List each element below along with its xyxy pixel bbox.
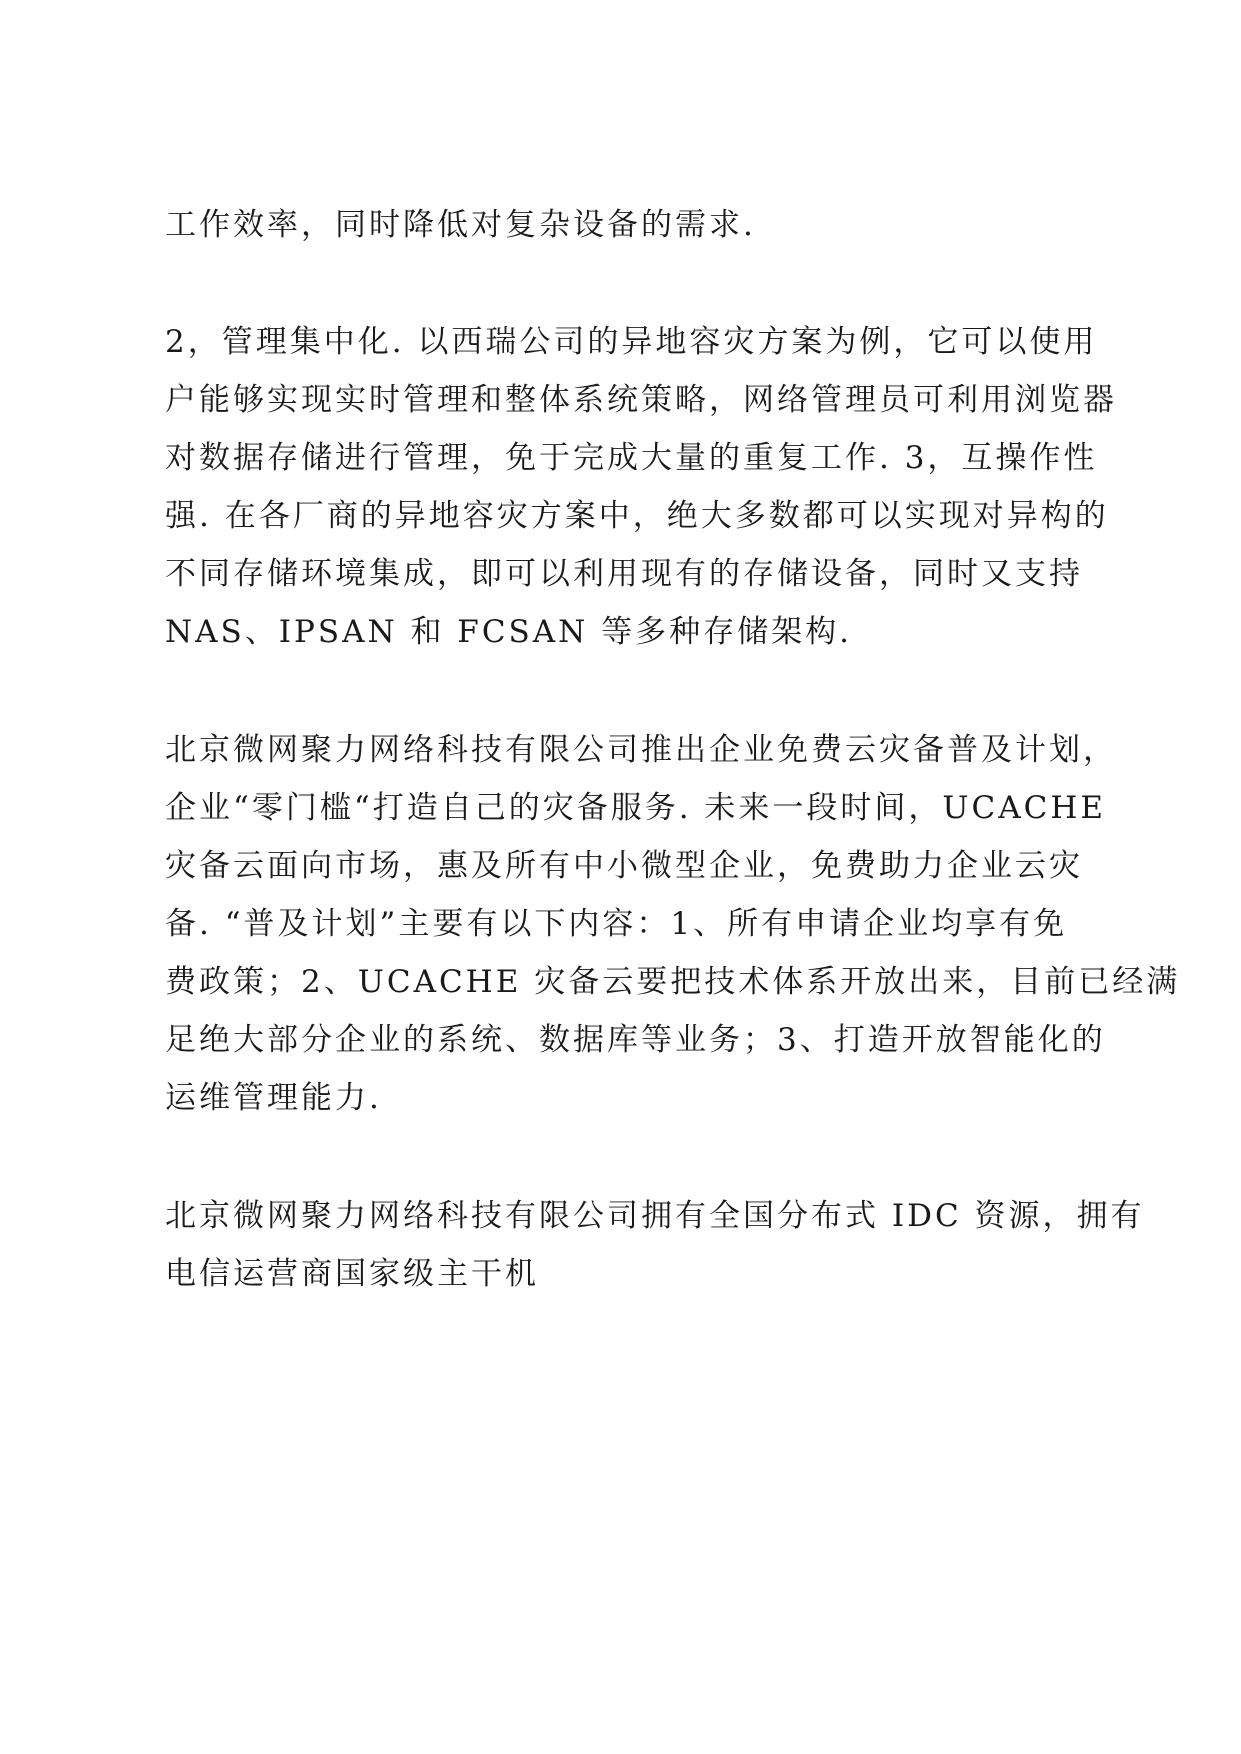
paragraph-2-line-3: 对数据存储进行管理，免于完成大量的重复工作. 3，互操作性: [165, 440, 1098, 476]
paragraph-3-line-6: 足绝大部分企业的系统、数据库等业务；3、打造开放智能化的: [165, 1022, 1106, 1058]
paragraph-3-line-7: 运维管理能力.: [165, 1080, 382, 1116]
paragraph-2-line-6: NAS、IPSAN 和 FCSAN 等多种存储架构.: [165, 614, 852, 650]
paragraph-2-line-4: 强. 在各厂商的异地容灾方案中，绝大多数都可以实现对异构的: [165, 498, 1109, 534]
paragraph-3-line-2: 企业“零门槛“打造自己的灾备服务. 未来一段时间，UCACHE: [165, 790, 1107, 826]
paragraph-3-line-3: 灾备云面向市场，惠及所有中小微型企业，免费助力企业云灾: [165, 848, 1083, 884]
paragraph-2-line-5: 不同存储环境集成，即可以利用现有的存储设备，同时又支持: [165, 556, 1083, 592]
paragraph-3-line-5: 费政策；2、UCACHE 灾备云要把技术体系开放出来，目前已经满: [165, 964, 1181, 1000]
paragraph-2-line-1: 2，管理集中化. 以西瑞公司的异地容灾方案为例，它可以使用: [165, 324, 1098, 360]
paragraph-3-line-1: 北京微网聚力网络科技有限公司推出企业免费云灾备普及计划，: [165, 732, 1117, 768]
paragraph-3-line-4: 备. “普及计划”主要有以下内容：1、所有申请企业均享有免: [165, 906, 1068, 942]
paragraph-4-line-1: 北京微网聚力网络科技有限公司拥有全国分布式 IDC 资源，拥有: [165, 1198, 1145, 1234]
paragraph-2-line-2: 户能够实现实时管理和整体系统策略，网络管理员可利用浏览器: [165, 382, 1117, 418]
paragraph-1-line-1: 工作效率，同时降低对复杂设备的需求.: [165, 207, 756, 243]
paragraph-4-line-2: 电信运营商国家级主干机: [165, 1256, 539, 1292]
